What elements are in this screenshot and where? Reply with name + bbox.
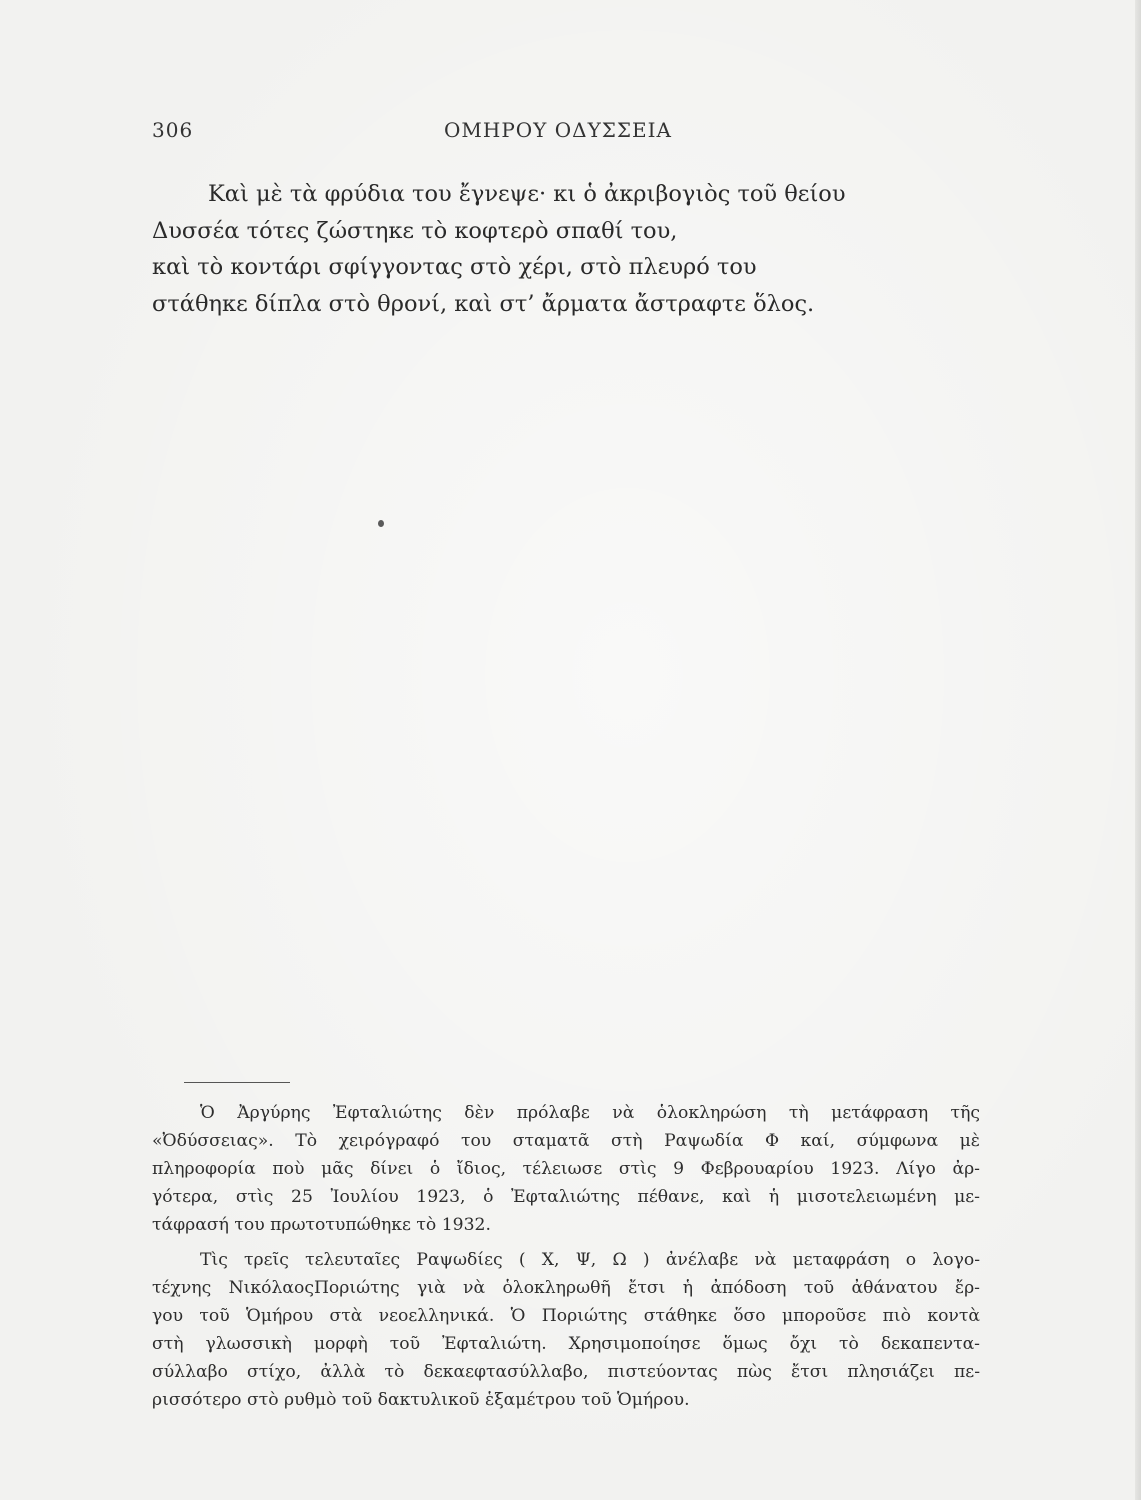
footnote-line: ρισσότερο στὸ ρυθμὸ τοῦ δακτυλικοῦ ἑξαμέτρου τοῦ Ὁμήρου. — [152, 1390, 690, 1410]
footnote-line: «Ὀδύσσειας». Τὸ χειρόγραφό του σταματᾶ στὴ Ραψωδία Φ καί, σύμφωνα μὲ — [152, 1131, 980, 1151]
running-head — [152, 118, 712, 148]
footnote-line: τέχνης ΝικόλαοςΠοριώτης γιὰ νὰ ὁλοκληρωθῆ ἔτσι ἡ ἀπόδοση τοῦ ἀθάνατου ἔρ- — [152, 1278, 980, 1298]
verse-line: καὶ τὸ κοντάρι σφίγγοντας στὸ χέρι, στὸ πλευρό του — [152, 254, 757, 280]
book-title: ΟΜΗΡΟΥ ΟΔΥΣΣΕΙΑ — [444, 118, 672, 142]
page-number: 306 — [152, 118, 194, 142]
footnote-line: γου τοῦ Ὁμήρου στὰ νεοελληνικά. Ὁ Ποριώτης στάθηκε ὅσο μποροῦσε πιὸ κοντὰ — [152, 1306, 980, 1326]
footnote-paragraph — [152, 1246, 980, 1414]
footnote-line: στὴ γλωσσικὴ μορφὴ τοῦ Ἐφταλιώτη. Χρησιμοποίησε ὅμως ὄχι τὸ δεκαπεντα- — [152, 1334, 980, 1354]
verse-line: στάθηκε δίπλα στὸ θρονί, καὶ στ’ ἄρματα ἄστραφτε ὅλος. — [152, 290, 815, 317]
footnote-line: τάφρασή του πρωτοτυπώθηκε τὸ 1932. — [152, 1215, 491, 1235]
ink-speck — [378, 520, 384, 527]
footnote-line: σύλλαβο στίχο, ἀλλὰ τὸ δεκαεφτασύλλαβο, πιστεύοντας πὼς ἔτσι πλησιάζει πε- — [152, 1362, 980, 1382]
footnote-rule — [184, 1082, 290, 1083]
footnote-line: Ὁ Ἀργύρης Ἐφταλιώτης δὲν πρόλαβε νὰ ὁλοκληρώση τὴ μετάφραση τῆς — [200, 1103, 980, 1123]
footnote-line: πληροφορία ποὺ μᾶς δίνει ὁ ἴδιος, τέλειωσε στὶς 9 Φεβρουαρίου 1923. Λίγο ἀρ- — [152, 1159, 980, 1179]
verse-block — [152, 176, 912, 322]
footnotes — [152, 1099, 980, 1421]
footnote-line: Τὶς τρεῖς τελευταῖες Ραψωδίες ( Χ, Ψ, Ω ) ἀνέλαβε νὰ μεταφράση ο λογο- — [200, 1250, 980, 1270]
verse-line: Καὶ μὲ τὰ φρύδια του ἔγνεψε· κι ὁ ἀκριβογιὸς τοῦ θείου — [208, 181, 846, 207]
footnote-paragraph — [152, 1099, 980, 1239]
page-edge-shadow — [1135, 0, 1141, 1500]
footnote-line: γότερα, στὶς 25 Ἰουλίου 1923, ὁ Ἐφταλιώτης πέθανε, καὶ ἡ μισοτελειωμένη με- — [152, 1187, 980, 1207]
verse-line: Δυσσέα τότες ζώστηκε τὸ κοφτερὸ σπαθί του, — [152, 217, 678, 244]
